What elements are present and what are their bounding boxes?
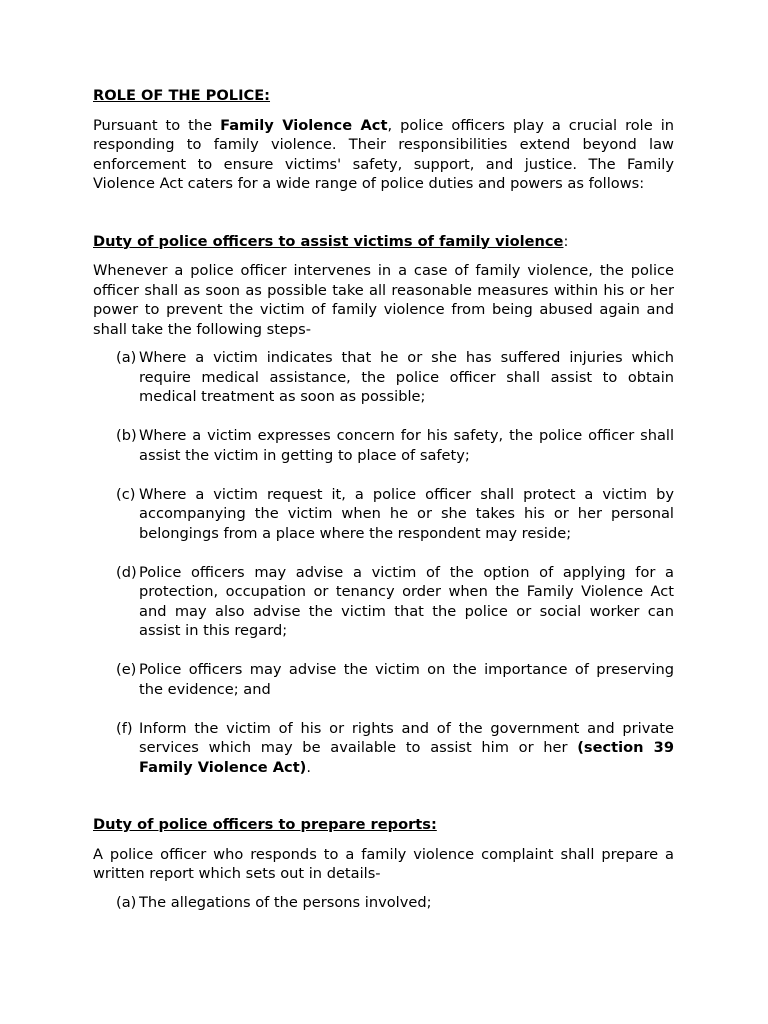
list-item — [93, 719, 674, 778]
list-item — [93, 485, 674, 544]
section-title: ROLE OF THE POLICE: — [93, 87, 271, 104]
list-item — [93, 563, 674, 641]
duty-reports-steps — [93, 893, 674, 913]
list-marker: (e) — [116, 661, 137, 678]
list-item-text: Where a victim expresses concern for his safety, the police officer shall assist the victim in getting to place of safety; — [139, 427, 674, 464]
document-content — [93, 86, 674, 912]
list-marker: (d) — [116, 563, 137, 581]
duty-assist-heading-suffix: : — [563, 232, 569, 250]
list-item-text: Where a victim request it, a police officer shall protect a victim by accompanying the victim when he or she takes his or her personal belongings from a place where the respondent may reside; — [139, 485, 674, 542]
list-item — [93, 348, 674, 407]
duty-assist-heading-text: Duty of police officers to assist victims of family violence — [93, 232, 564, 250]
list-marker: (c) — [116, 485, 136, 503]
list-marker: (f) — [116, 719, 133, 737]
duty-assist-heading — [93, 232, 674, 252]
list-marker: (b) — [116, 427, 137, 444]
duty-reports-heading-text: Duty of police officers to prepare reports: — [93, 816, 437, 833]
duty-reports-paragraph: A police officer who responds to a family violence complaint shall prepare a written report which sets out in details- — [93, 845, 674, 882]
duty-assist-steps — [93, 348, 674, 699]
list-item-text: Inform the victim of his or rights and of the government and private services which may be available to assist him or her — [139, 719, 674, 756]
section-reference: (section 39 Family Violence Act) — [139, 739, 674, 776]
duty-assist-paragraph: Whenever a police officer intervenes in a case of family violence, the police officer shall as soon as possible take all reasonable measures within his or her power to prevent the victim of family violence from being abused again and shall take the following steps- — [93, 262, 674, 338]
list-item-text: The allegations of the persons involved; — [139, 893, 432, 911]
list-marker: (a) — [116, 893, 137, 911]
list-item-text: Where a victim indicates that he or she has suffered injuries which require medical assistance, the police officer shall assist to obtain medical treatment as soon as possible; — [139, 349, 674, 405]
list-item — [93, 426, 674, 465]
duty-reports-heading — [93, 815, 674, 835]
act-name: Family Violence Act — [220, 116, 388, 134]
list-item-end: . — [306, 758, 311, 776]
list-marker: (a) — [116, 349, 137, 366]
intro-paragraph — [93, 116, 674, 194]
list-item-text: Police officers may advise a victim of the option of applying for a protection, occupation or tenancy order when the Family Violence Act and may also advise the victim that the police or social worker can assist in this regard; — [139, 563, 674, 639]
intro-lead: Pursuant to the — [93, 116, 221, 134]
duty-assist-steps-final — [93, 719, 674, 778]
list-item — [93, 660, 674, 699]
list-item — [93, 893, 674, 913]
list-item-text: Police officers may advise the victim on the importance of preserving the evidence; and — [139, 661, 674, 698]
intro-rest: , police officers play a crucial role in responding to family violence. Their responsibilities extend beyond law enforcement to ensure victims' safety, support, and justice. The Family Violence Act caters for a wide range of police duties and powers as follows: — [93, 116, 674, 192]
